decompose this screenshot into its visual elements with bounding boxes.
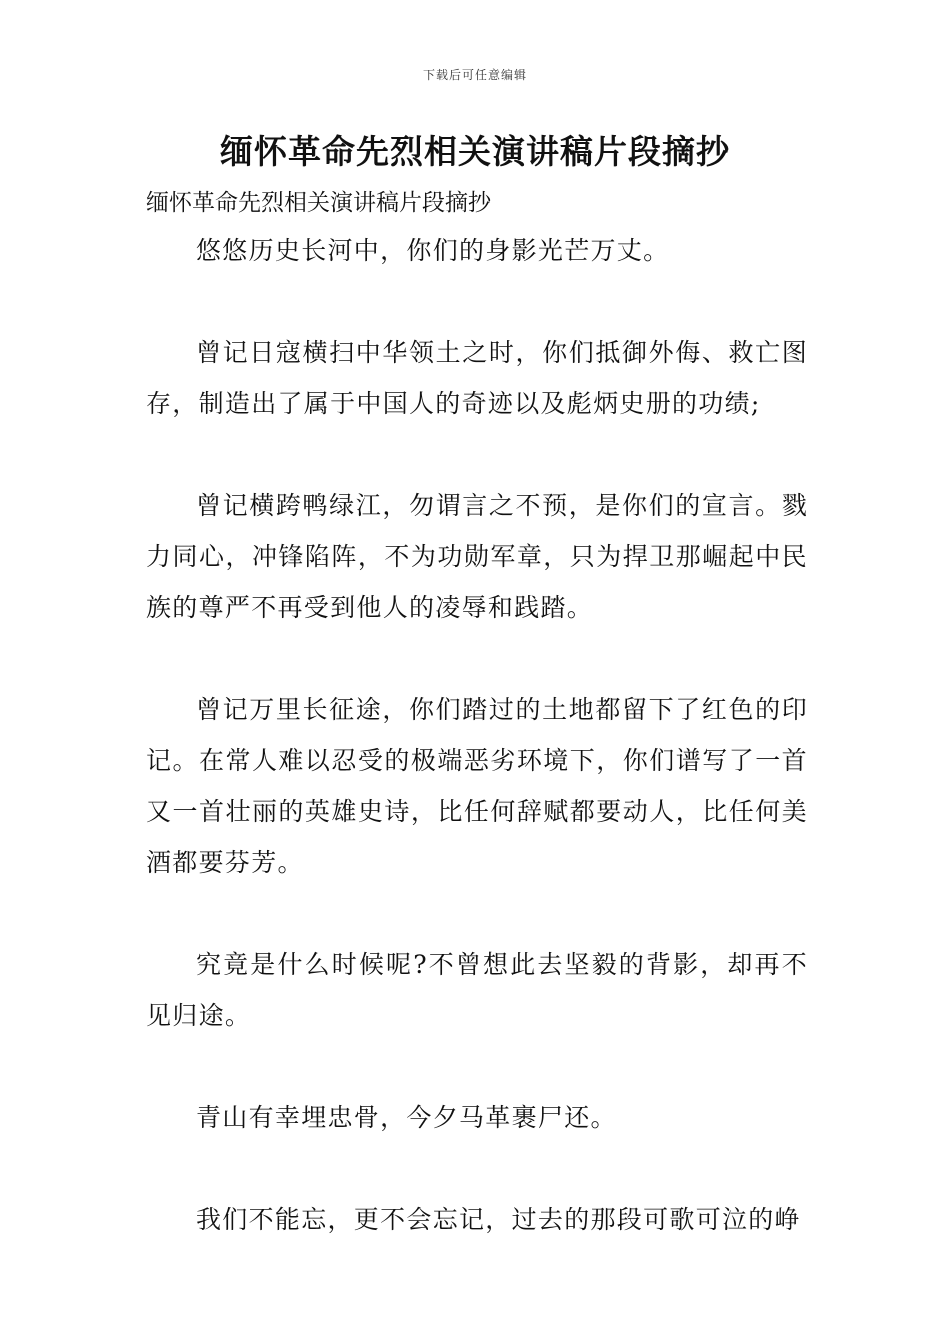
- paragraph-1: 悠悠历史长河中，你们的身影光芒万丈。: [196, 236, 670, 265]
- paragraph-4: 曾记万里长征途，你们踏过的土地都留下了红色的印记。在常人难以忍受的极端恶劣环境下，你们谱写了一首又一首壮丽的英雄史诗，比任何辞赋都要动人，比任何美酒都要芬芳。: [146, 695, 808, 877]
- paragraph-7: 我们不能忘，更不会忘记，过去的那段可歌可泣的峥: [196, 1205, 801, 1234]
- document-body: [146, 225, 808, 1296]
- paragraph-2: 曾记日寇横扫中华领土之时，你们抵御外侮、救亡图存，制造出了属于中国人的奇迹以及彪炳史册的功绩;: [146, 338, 808, 418]
- header-note: 下载后可任意编辑: [422, 68, 527, 82]
- document-subtitle: 缅怀革命先烈相关演讲稿片段摘抄: [146, 190, 491, 216]
- paragraph-3: 曾记横跨鸭绿江，勿谓言之不预，是你们的宣言。戮力同心，冲锋陷阵，不为功勋军章，只为捍卫那崛起中民族的尊严不再受到他人的凌辱和践踏。: [146, 491, 808, 622]
- paragraph-5: 究竟是什么时候呢?不曾想此去坚毅的背影，却再不见归途。: [146, 950, 808, 1030]
- document-title: 缅怀革命先烈相关演讲稿片段摘抄: [220, 132, 730, 171]
- paragraph-6: 青山有幸埋忠骨，今夕马革裹尸还。: [196, 1103, 617, 1132]
